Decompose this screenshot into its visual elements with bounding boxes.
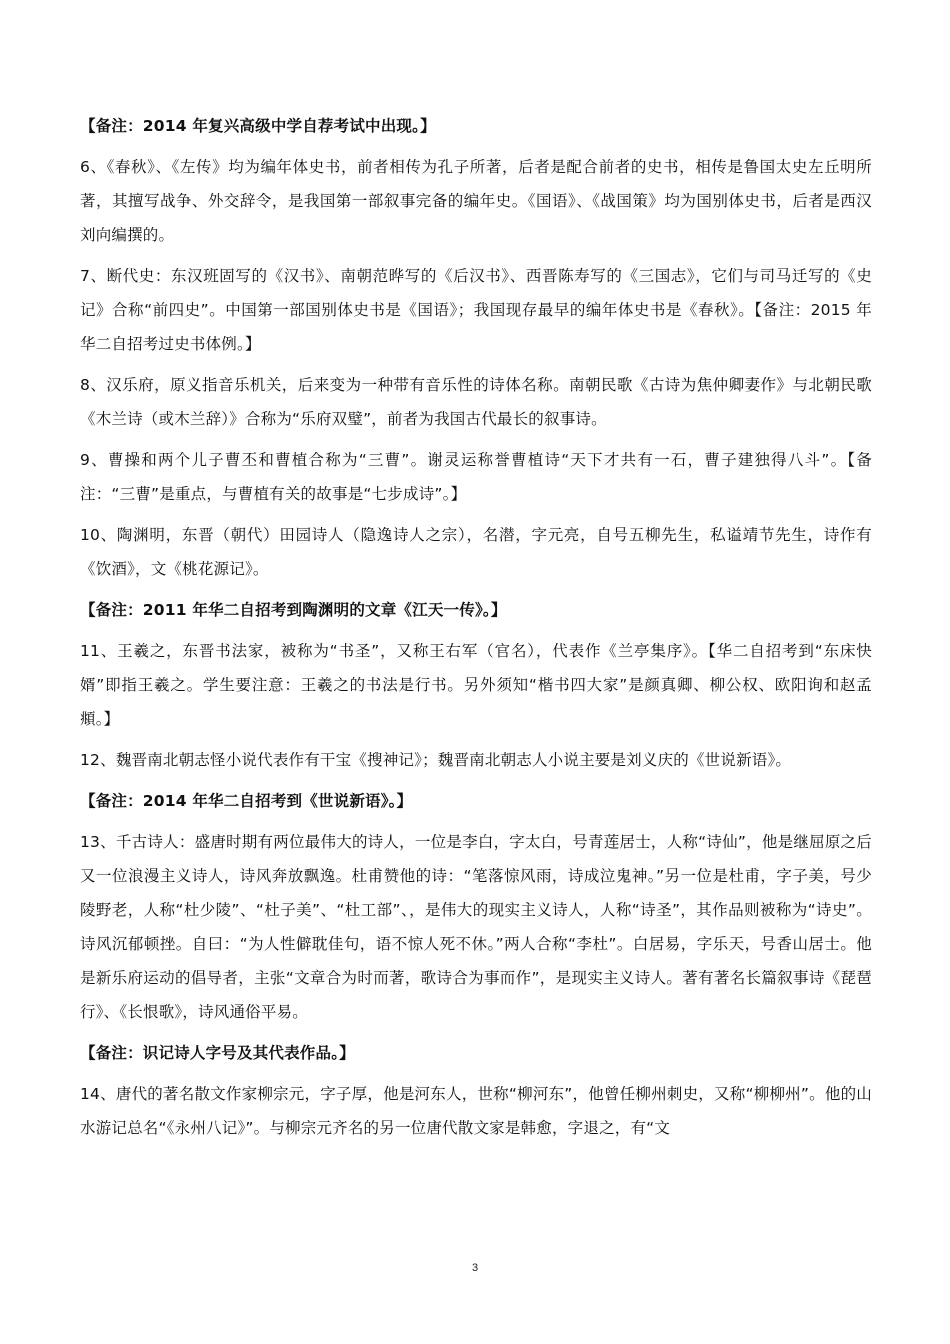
note-paragraph: 【备注：2011 年华二自招考到陶渊明的文章《江天一传》。】 (80, 601, 507, 619)
note-paragraph: 【备注：2014 年复兴高级中学自荐考试中出现。】 (80, 117, 436, 135)
list-item-7: 7、断代史：东汉班固写的《汉书》、南朝范晔写的《后汉书》、西晋陈寿写的《三国志》，它们与司马迁写的《史记》合称“前四史”。中国第一部国别体史书是《国语》；我国现存最早的编年体史书是《春秋》。【备注：2015 年华二自招考过史书体例。】 (80, 267, 872, 353)
list-item-8: 8、汉乐府，原义指音乐机关，后来变为一种带有音乐性的诗体名称。南朝民歌《古诗为焦仲卿妻作》与北朝民歌《木兰诗（或木兰辞）》合称为“乐府双璧”，前者为我国古代最长的叙事诗。 (80, 376, 872, 428)
list-item-11: 11、王羲之，东晋书法家，被称为“书圣”，又称王右军（官名），代表作《兰亭集序》。【华二自招考到“东床快婿”即指王羲之。学生要注意：王羲之的书法是行书。另外须知“楷书四大家”是颜真卿、柳公权、欧阳询和赵孟頫。】 (80, 642, 872, 728)
list-item-12: 12、魏晋南北朝志怪小说代表作有干宝《搜神记》；魏晋南北朝志人小说主要是刘义庆的《世说新语》。 (80, 751, 792, 769)
list-item-9: 9、曹操和两个儿子曹丕和曹植合称为“三曹”。谢灵运称誉曹植诗“天下才共有一石，曹子建独得八斗”。【备注：“三曹”是重点，与曹植有关的故事是“七步成诗”。】 (80, 451, 872, 503)
list-item-13: 13、千古诗人：盛唐时期有两位最伟大的诗人，一位是李白，字太白，号青莲居士，人称“诗仙”，他是继屈原之后又一位浪漫主义诗人，诗风奔放飘逸。杜甫赞他的诗：“笔落惊风雨，诗成泣鬼神。”另一位是杜甫，字子美，号少陵野老，人称“杜少陵”、“杜子美”、“杜工部”、，是伟大的现实主义诗人，人称“诗圣”，其作品则被称为“诗史”。诗风沉郁顿挫。自曰：“为人性僻耽佳句，语不惊人死不休。”两人合称“李杜”。白居易，字乐天，号香山居士。他是新乐府运动的倡导者，主张“文章合为时而著，歌诗合为事而作”，是现实主义诗人。著有著名长篇叙事诗《琵琶行》、《长恨歌》，诗风通俗平易。 (80, 833, 872, 1021)
list-item-6: 6、《春秋》、《左传》均为编年体史书，前者相传为孔子所著，后者是配合前者的史书，相传是鲁国太史左丘明所著，其擅写战争、外交辞令，是我国第一部叙事完备的编年史。《国语》、《战国策》均为国别体史书，后者是西汉刘向编撰的。 (80, 158, 872, 244)
document-body (80, 109, 872, 1152)
list-item-10: 10、陶渊明，东晋（朝代）田园诗人（隐逸诗人之宗），名潜，字元亮，自号五柳先生，私谥靖节先生，诗作有《饮酒》，文《桃花源记》。 (80, 526, 872, 578)
note-paragraph: 【备注：识记诗人字号及其代表作品。】 (80, 1044, 355, 1062)
note-paragraph: 【备注：2014 年华二自招考到《世说新语》。】 (80, 792, 413, 810)
page-number: 3 (471, 1262, 479, 1274)
list-item-14: 14、唐代的著名散文作家柳宗元，字子厚，他是河东人，世称“柳河东”，他曾任柳州刺史，又称“柳柳州”。他的山水游记总名“《永州八记》”。与柳宗元齐名的另一位唐代散文家是韩愈，字退之，有“文 (80, 1085, 872, 1137)
